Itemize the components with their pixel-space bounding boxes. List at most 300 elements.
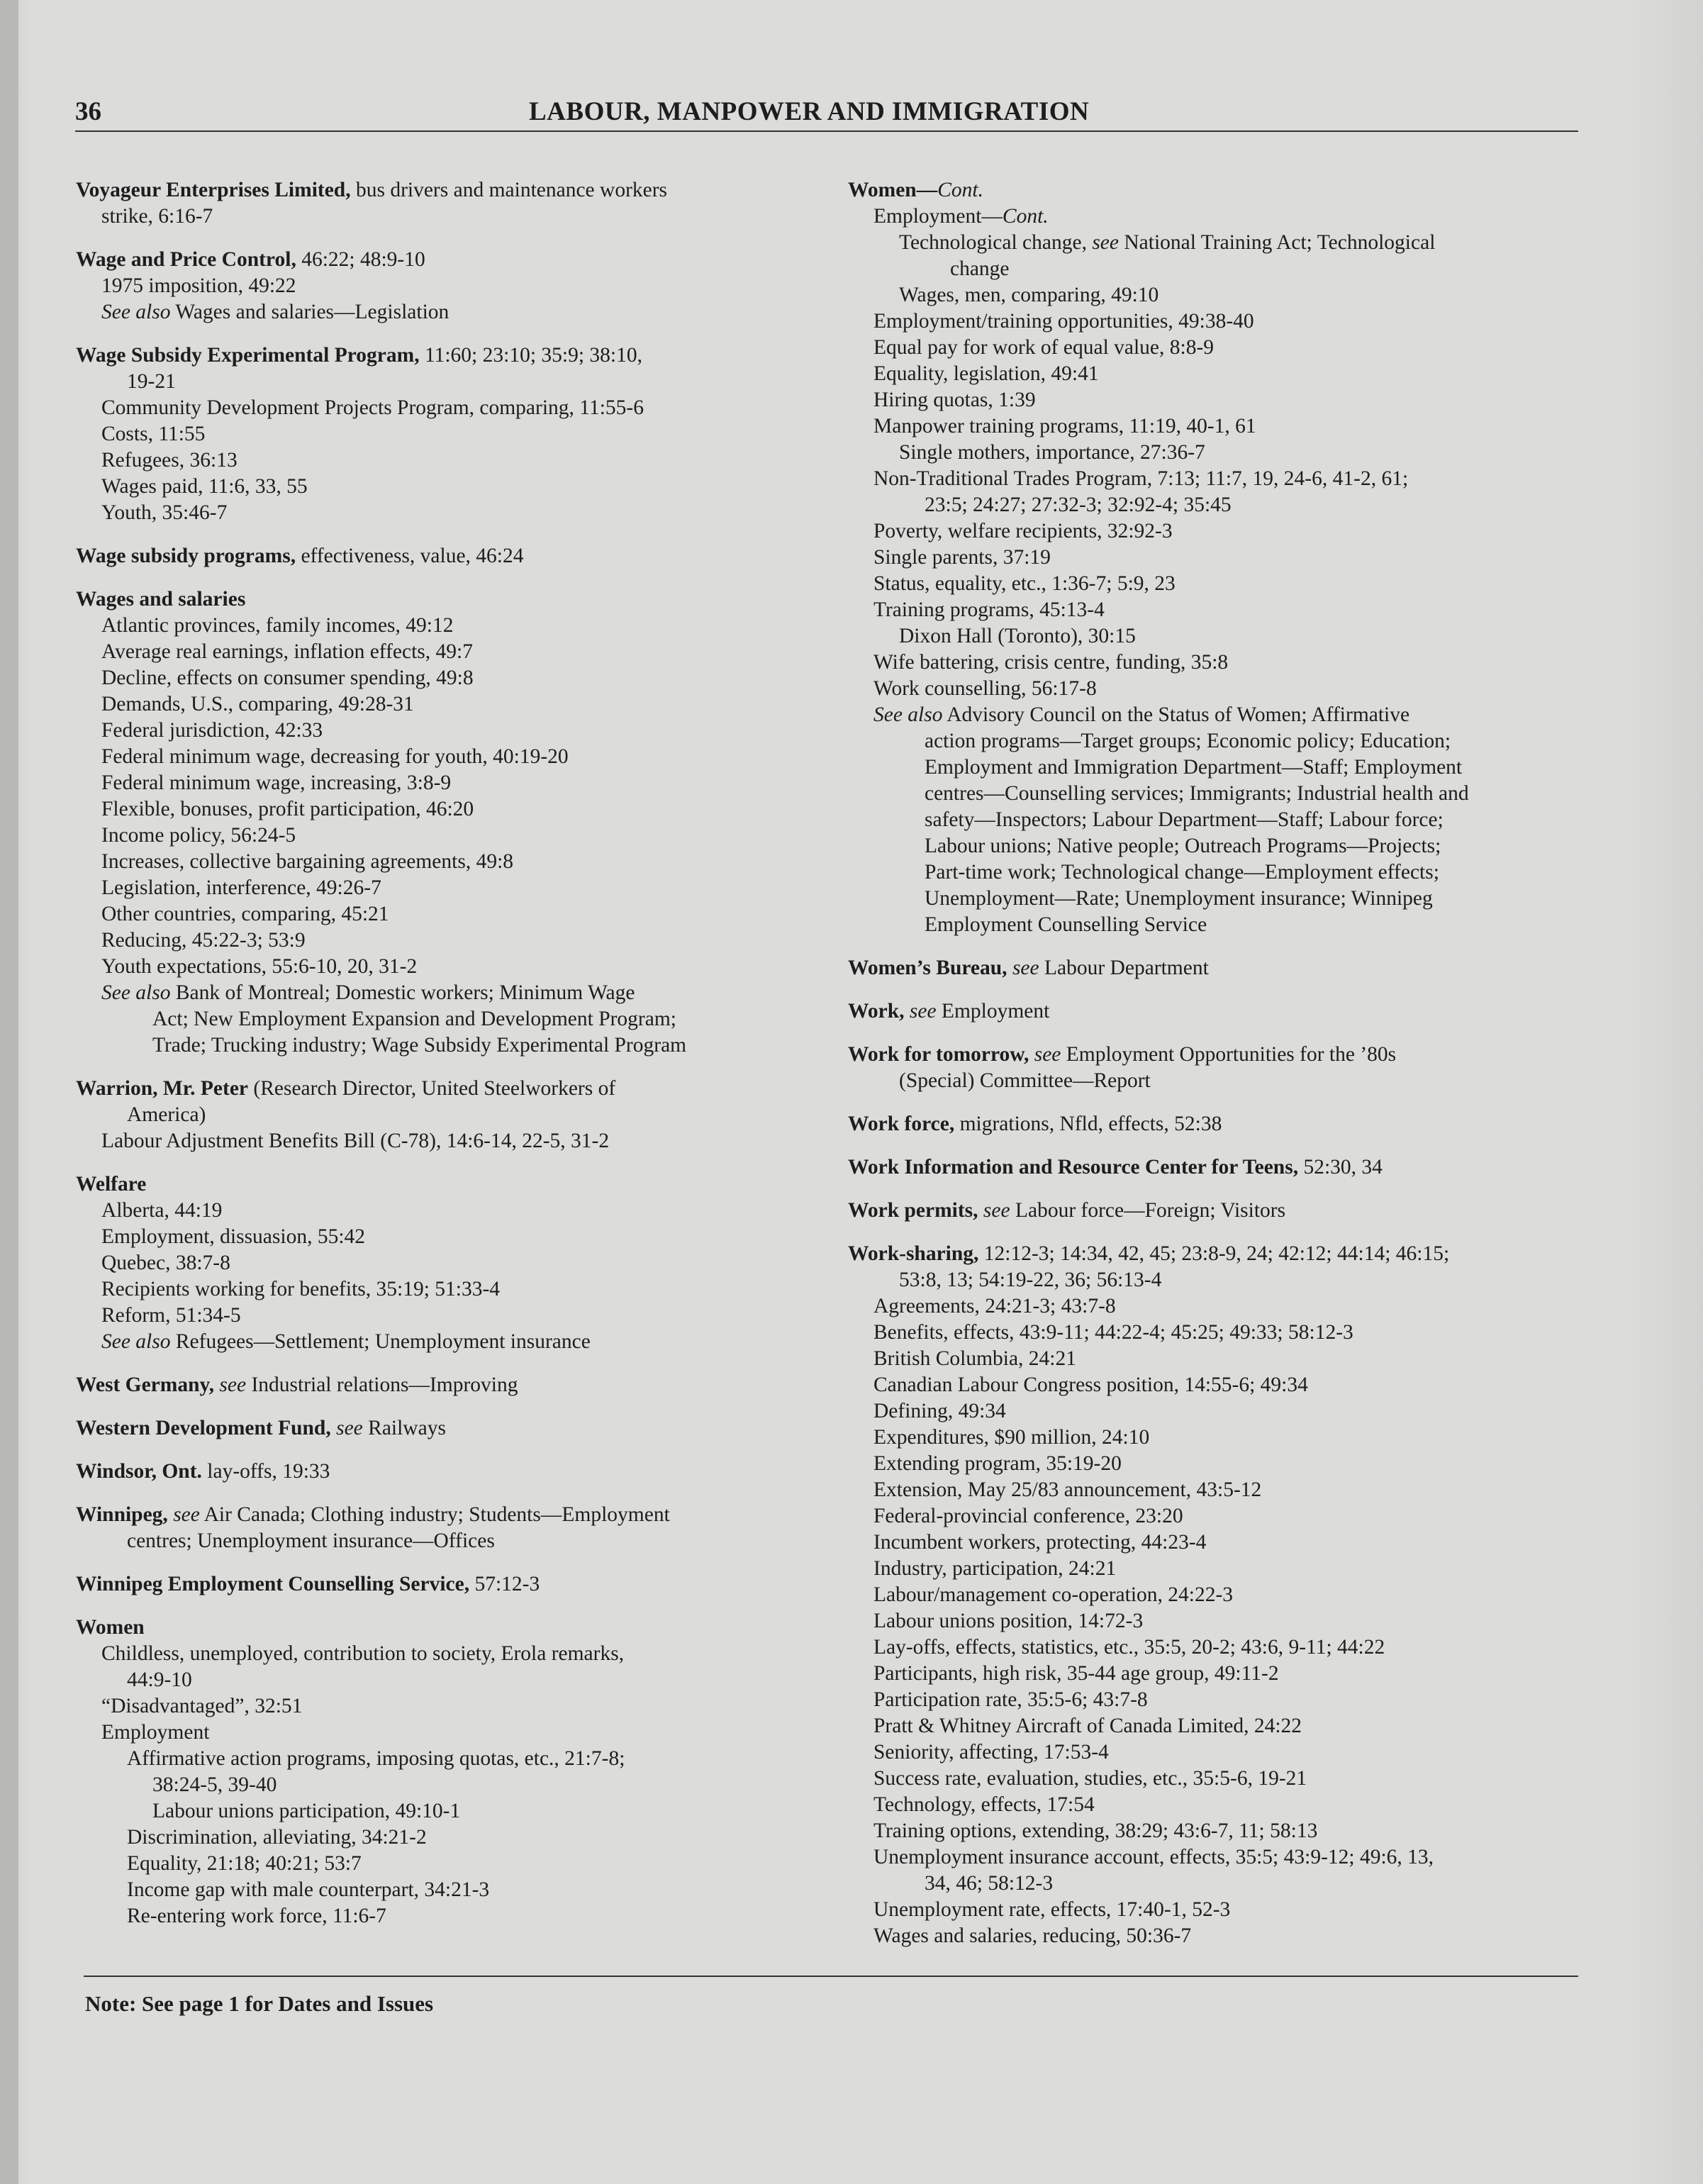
index-heading-line	[848, 998, 1592, 1025]
index-subentry-line	[848, 1425, 1592, 1451]
entry-cross-ref: see	[1092, 231, 1119, 254]
entry-term: Work-sharing,	[848, 1242, 979, 1265]
index-entry	[848, 1154, 1592, 1181]
entry-text: 19-21	[127, 370, 176, 393]
entry-text: Wages paid, 11:6, 33, 55	[101, 475, 308, 498]
entry-text: Unemployment—Rate; Unemployment insurance; Winnipeg	[925, 887, 1433, 910]
entry-text: Non-Traditional Trades Program, 7:13; 11:7, 19, 24-6, 41-2, 61;	[873, 467, 1409, 490]
index-subentry-line	[76, 691, 820, 718]
index-heading-line	[848, 1241, 1592, 1267]
entry-text: Employment	[936, 1000, 1050, 1023]
entry-term: Work force,	[848, 1113, 955, 1135]
entry-text: 57:12-3	[469, 1573, 540, 1595]
entry-text: 38:24-5, 39-40	[152, 1773, 277, 1796]
index-subentry-line	[76, 1303, 820, 1329]
entry-text: Single mothers, importance, 27:36-7	[899, 441, 1205, 464]
index-entry	[76, 247, 820, 325]
entry-text: Air Canada; Clothing industry; Students—Employment	[199, 1503, 670, 1526]
index-entry	[76, 1076, 820, 1154]
entry-text: Federal-provincial conference, 23:20	[873, 1505, 1183, 1527]
entry-text: 44:9-10	[127, 1668, 192, 1691]
index-heading-line	[76, 543, 820, 569]
entry-text: America)	[127, 1103, 206, 1126]
index-subentry-line	[76, 718, 820, 744]
entry-term: Voyageur Enterprises Limited,	[76, 179, 351, 201]
entry-cross-ref: see	[1012, 957, 1039, 979]
entry-text: Demands, U.S., comparing, 49:28-31	[101, 693, 414, 715]
entry-cross-ref: see	[983, 1199, 1010, 1222]
index-subentry-line	[848, 912, 1592, 938]
index-subentry-line	[848, 1634, 1592, 1661]
footer-note: Note: See page 1 for Dates and Issues	[85, 1991, 434, 2016]
index-subentry-line	[848, 1897, 1592, 1923]
entry-text: Incumbent workers, protecting, 44:23-4	[873, 1531, 1207, 1554]
index-entry	[848, 1042, 1592, 1094]
entry-text: Industry, participation, 24:21	[873, 1557, 1117, 1580]
entry-text: Labour Department	[1039, 957, 1209, 979]
index-heading-line	[76, 177, 820, 204]
entry-cross-ref: see	[1034, 1043, 1061, 1066]
index-subentry-line	[848, 308, 1592, 335]
index-heading-line	[76, 1459, 820, 1485]
entry-text: migrations, Nfld, effects, 52:38	[954, 1113, 1222, 1135]
index-subentry-line	[76, 1903, 820, 1929]
entry-text: action programs—Target groups; Economic policy; Education;	[925, 730, 1451, 752]
index-entry	[76, 1171, 820, 1355]
entry-text: bus drivers and maintenance workers	[350, 179, 668, 201]
entry-text: 52:30, 34	[1298, 1156, 1383, 1179]
entry-text: Labour unions position, 14:72-3	[873, 1610, 1144, 1632]
index-heading-line	[76, 586, 820, 613]
entry-term: Wage Subsidy Experimental Program,	[76, 344, 420, 367]
index-subentry-line	[76, 1851, 820, 1877]
index-subentry-line	[848, 886, 1592, 912]
entry-term: Windsor, Ont.	[76, 1460, 202, 1483]
entry-term: Work permits,	[848, 1199, 978, 1222]
entry-term: Women’s Bureau,	[848, 957, 1007, 979]
index-subentry-line	[76, 875, 820, 901]
entry-text: strike, 6:16-7	[101, 205, 213, 228]
entry-cross-ref: See also	[873, 703, 943, 726]
index-subentry-line	[848, 1451, 1592, 1477]
index-subentry-line	[848, 623, 1592, 650]
entry-text: Participants, high risk, 35-44 age group, 49:11-2	[873, 1662, 1279, 1685]
entry-text: Childless, unemployed, contribution to society, Erola remarks,	[101, 1642, 625, 1665]
index-subentry-line	[848, 440, 1592, 466]
entry-text: Extension, May 25/83 announcement, 43:5-12	[873, 1478, 1262, 1501]
index-subentry-line	[76, 823, 820, 849]
entry-text: Labour Adjustment Benefits Bill (C-78), 14:6-14, 22-5, 31-2	[101, 1130, 610, 1152]
entry-text: Employment, dissuasion, 55:42	[101, 1225, 366, 1248]
entry-text: Canadian Labour Congress position, 14:55-6; 49:34	[873, 1374, 1308, 1396]
index-subentry-line	[76, 1198, 820, 1224]
index-entry	[76, 1571, 820, 1598]
entry-text: Unemployment insurance account, effects, 35:5; 43:9-12; 49:6, 13,	[873, 1846, 1434, 1868]
index-subentry-line	[848, 1477, 1592, 1503]
index-heading-line	[76, 342, 820, 369]
running-head: LABOUR, MANPOWER AND IMMIGRATION	[529, 97, 1090, 126]
index-subentry-line	[848, 1293, 1592, 1320]
index-subentry-line	[76, 770, 820, 796]
entry-text: Refugees—Settlement; Unemployment insurance	[170, 1330, 591, 1353]
entry-text: effectiveness, value, 46:24	[296, 545, 524, 567]
index-subentry-line	[848, 702, 1592, 728]
index-heading-line	[848, 1042, 1592, 1068]
entry-term: Winnipeg Employment Counselling Service,	[76, 1573, 470, 1595]
page-number: 36	[75, 97, 101, 126]
entry-term: Work Information and Resource Center for Teens,	[848, 1156, 1299, 1179]
entry-text: Trade; Trucking industry; Wage Subsidy Experimental Program	[152, 1034, 687, 1057]
entry-cross-ref: See also	[101, 301, 171, 323]
index-entry	[76, 543, 820, 569]
entry-text: Training options, extending, 38:29; 43:6-7, 11; 58:13	[873, 1820, 1318, 1842]
index-subentry-line	[76, 613, 820, 639]
entry-text: Labour unions participation, 49:10-1	[152, 1800, 461, 1822]
index-subentry-line	[848, 807, 1592, 833]
entry-text: 12:12-3; 14:34, 42, 45; 23:8-9, 24; 42:12; 44:14; 46:15;	[978, 1242, 1450, 1265]
entry-text: 46:22; 48:9-10	[296, 248, 425, 271]
index-heading-line	[848, 1198, 1592, 1224]
entry-text: Railways	[362, 1417, 446, 1439]
index-subentry-line	[848, 1068, 1592, 1094]
index-subentry-line	[76, 1772, 820, 1798]
entry-text: Employment	[101, 1721, 210, 1744]
entry-text: Success rate, evaluation, studies, etc., 35:5-6, 19-21	[873, 1767, 1307, 1790]
entry-text: National Training Act; Technological	[1119, 231, 1436, 254]
index-entry	[848, 1198, 1592, 1224]
entry-text: Atlantic provinces, family incomes, 49:12	[101, 614, 454, 637]
index-subentry-line	[848, 1713, 1592, 1739]
entry-text: Community Development Projects Program, comparing, 11:55-6	[101, 396, 644, 419]
entry-text: Youth, 35:46-7	[101, 501, 228, 524]
index-entry	[76, 1459, 820, 1485]
index-subentry-line	[848, 1608, 1592, 1634]
index-subentry-line	[848, 1871, 1592, 1897]
entry-term: Wage and Price Control,	[76, 248, 296, 271]
index-heading-line	[76, 247, 820, 273]
entry-text: 53:8, 13; 54:19-22, 36; 56:13-4	[899, 1269, 1162, 1291]
entry-text: Technological change,	[899, 231, 1093, 254]
entry-text: centres—Counselling services; Immigrants; Industrial health and	[925, 782, 1469, 805]
index-entry	[76, 342, 820, 526]
entry-term: West Germany,	[76, 1374, 215, 1396]
entry-text: lay-offs, 19:33	[201, 1460, 330, 1483]
header-rule	[75, 130, 1578, 132]
entry-text: Decline, effects on consumer spending, 49:8	[101, 667, 474, 689]
entry-text	[331, 1417, 336, 1439]
index-subentry-line	[76, 369, 820, 395]
entry-text: Federal minimum wage, decreasing for youth, 40:19-20	[101, 745, 569, 768]
index-subentry-line	[76, 1329, 820, 1355]
index-subentry-line	[848, 1923, 1592, 1949]
entry-term: Work for tomorrow,	[848, 1043, 1029, 1066]
index-subentry-line	[848, 1556, 1592, 1582]
index-subentry-line	[848, 492, 1592, 518]
entry-text: Recipients working for benefits, 35:19; 51:33-4	[101, 1278, 501, 1300]
index-entry	[848, 177, 1592, 938]
index-subentry-line	[848, 1320, 1592, 1346]
index-subentry-line	[848, 1818, 1592, 1844]
entry-term: Winnipeg,	[76, 1503, 168, 1526]
index-subentry-line	[76, 1276, 820, 1303]
entry-text: Act; New Employment Expansion and Development Program;	[152, 1008, 676, 1030]
index-heading-line	[76, 1372, 820, 1398]
index-entry	[76, 177, 820, 230]
index-subentry-line	[848, 387, 1592, 413]
entry-text: Wages and salaries, reducing, 50:36-7	[873, 1924, 1192, 1947]
entry-cross-ref: Cont.	[937, 179, 983, 201]
entry-text: Reform, 51:34-5	[101, 1304, 241, 1327]
entry-text: Federal jurisdiction, 42:33	[101, 719, 323, 742]
index-subentry-line	[848, 597, 1592, 623]
index-heading-line	[848, 1154, 1592, 1181]
entry-text: Re-entering work force, 11:6-7	[127, 1905, 386, 1927]
entry-text: Wages and salaries—Legislation	[170, 301, 450, 323]
entry-text: Income policy, 56:24-5	[101, 824, 296, 847]
index-heading-line	[76, 1415, 820, 1442]
entry-text: Reducing, 45:22-3; 53:9	[101, 929, 306, 952]
page-header	[75, 96, 1578, 132]
index-subentry-line	[848, 781, 1592, 807]
index-subentry-line	[848, 650, 1592, 676]
entry-cross-ref: See also	[101, 1330, 171, 1353]
entry-text: change	[950, 257, 1010, 280]
entry-cross-ref: See also	[101, 981, 171, 1004]
entry-text: (Research Director, United Steelworkers of	[248, 1077, 616, 1100]
entry-text: Hiring quotas, 1:39	[873, 389, 1036, 411]
index-subentry-line	[76, 1528, 820, 1554]
index-heading-line	[76, 1076, 820, 1102]
index-entry	[76, 586, 820, 1059]
entry-text: Agreements, 24:21-3; 43:7-8	[873, 1295, 1116, 1317]
entry-text: Flexible, bonuses, profit participation, 46:20	[101, 798, 474, 820]
index-column-right	[848, 177, 1592, 1966]
entry-text	[978, 1199, 983, 1222]
entry-text: Dixon Hall (Toronto), 30:15	[899, 625, 1136, 647]
entry-text: Employment Opportunities for the ’80s	[1061, 1043, 1397, 1066]
index-subentry-line	[76, 1250, 820, 1276]
entry-text: Extending program, 35:19-20	[873, 1452, 1122, 1475]
entry-text: Increases, collective bargaining agreements, 49:8	[101, 850, 514, 873]
index-subentry-line	[76, 299, 820, 325]
index-subentry-line	[76, 1667, 820, 1693]
index-heading-line	[76, 1502, 820, 1528]
entry-term: Warrion, Mr. Peter	[76, 1077, 249, 1100]
entry-text: Legislation, interference, 49:26-7	[101, 876, 381, 899]
entry-term: —	[916, 179, 938, 201]
entry-text: Youth expectations, 55:6-10, 20, 31-2	[101, 955, 418, 978]
index-heading-line	[76, 1571, 820, 1598]
entry-text: Equality, 21:18; 40:21; 53:7	[127, 1852, 362, 1875]
entry-term: Wages and salaries	[76, 588, 246, 611]
index-subentry-line	[848, 1661, 1592, 1687]
index-subentry-line	[848, 282, 1592, 308]
entry-text: Benefits, effects, 43:9-11; 44:22-4; 45:25; 49:33; 58:12-3	[873, 1321, 1353, 1344]
index-heading-line	[848, 177, 1592, 204]
entry-cross-ref: see	[336, 1417, 363, 1439]
entry-cross-ref: Cont.	[1002, 205, 1049, 228]
entry-text: safety—Inspectors; Labour Department—Staff; Labour force;	[925, 808, 1444, 831]
entry-text	[905, 1000, 910, 1023]
entry-text: Other countries, comparing, 45:21	[101, 903, 389, 925]
entry-text: Advisory Council on the Status of Women; Affirmative	[942, 703, 1410, 726]
index-column-left	[76, 177, 820, 1946]
index-subentry-line	[848, 256, 1592, 282]
index-subentry-line	[848, 1739, 1592, 1766]
index-subentry-line	[76, 1102, 820, 1128]
entry-text: (Special) Committee—Report	[899, 1069, 1151, 1092]
index-subentry-line	[76, 1641, 820, 1667]
entry-text: Industrial relations—Improving	[246, 1374, 518, 1396]
entry-text: Manpower training programs, 11:19, 40-1, 61	[873, 415, 1256, 438]
entry-text: Labour/management co-operation, 24:22-3	[873, 1583, 1234, 1606]
entry-text: Lay-offs, effects, statistics, etc., 35:5, 20-2; 43:6, 9-11; 44:22	[873, 1636, 1385, 1659]
index-subentry-line	[848, 1503, 1592, 1530]
index-subentry-line	[848, 676, 1592, 702]
entry-text: Seniority, affecting, 17:53-4	[873, 1741, 1109, 1764]
index-subentry-line	[76, 474, 820, 500]
index-subentry-line	[76, 665, 820, 691]
entry-text: Poverty, welfare recipients, 32:92-3	[873, 520, 1173, 542]
index-entry	[76, 1415, 820, 1442]
entry-text: Technology, effects, 17:54	[873, 1793, 1095, 1816]
entry-text: Status, equality, etc., 1:36-7; 5:9, 23	[873, 572, 1176, 595]
index-subentry-line	[76, 954, 820, 980]
entry-text: British Columbia, 24:21	[873, 1347, 1076, 1370]
index-subentry-line	[848, 335, 1592, 361]
index-subentry-line	[848, 1372, 1592, 1398]
index-subentry-line	[848, 230, 1592, 256]
index-subentry-line	[76, 1128, 820, 1154]
index-subentry-line	[76, 395, 820, 421]
index-subentry-line	[848, 518, 1592, 545]
index-subentry-line	[76, 1693, 820, 1720]
entry-text: Discrimination, alleviating, 34:21-2	[127, 1826, 427, 1849]
index-subentry-line	[848, 1398, 1592, 1425]
entry-text: Labour force—Foreign; Visitors	[1010, 1199, 1286, 1222]
entry-text: Income gap with male counterpart, 34:21-3	[127, 1878, 490, 1901]
index-heading-line	[848, 955, 1592, 981]
index-entry	[76, 1502, 820, 1554]
index-subentry-line	[848, 413, 1592, 440]
index-subentry-line	[848, 1267, 1592, 1293]
index-subentry-line	[848, 859, 1592, 886]
index-subentry-line	[848, 361, 1592, 387]
index-subentry-line	[848, 833, 1592, 859]
entry-text: 11:60; 23:10; 35:9; 38:10,	[419, 344, 642, 367]
entry-text: Alberta, 44:19	[101, 1199, 223, 1222]
index-entry	[76, 1615, 820, 1929]
entry-text: Federal minimum wage, increasing, 3:8-9	[101, 771, 452, 794]
entry-text: Defining, 49:34	[873, 1400, 1006, 1422]
entry-text: Part-time work; Technological change—Employment effects;	[925, 861, 1439, 884]
index-subentry-line	[848, 754, 1592, 781]
entry-term: Welfare	[76, 1173, 147, 1196]
entry-text: Single parents, 37:19	[873, 546, 1051, 569]
index-subentry-line	[76, 1798, 820, 1824]
index-subentry-line	[848, 1844, 1592, 1871]
entry-text: Wages, men, comparing, 49:10	[899, 284, 1159, 306]
index-entry	[76, 1372, 820, 1398]
index-heading-line	[848, 1111, 1592, 1137]
entry-text: Average real earnings, inflation effects, 49:7	[101, 640, 473, 663]
index-subentry-line	[76, 447, 820, 474]
index-subentry-line	[76, 1006, 820, 1032]
entry-text: Work counselling, 56:17-8	[873, 677, 1097, 700]
entry-text: Refugees, 36:13	[101, 449, 238, 472]
entry-cross-ref: see	[219, 1374, 247, 1396]
entry-text: Pratt & Whitney Aircraft of Canada Limited, 24:22	[873, 1715, 1302, 1737]
index-subentry-line	[848, 545, 1592, 571]
entry-text: Equality, legislation, 49:41	[873, 362, 1099, 385]
entry-text: Affirmative action programs, imposing quotas, etc., 21:7-8;	[127, 1747, 625, 1770]
entry-text: Wife battering, crisis centre, funding, 35:8	[873, 651, 1229, 674]
index-subentry-line	[848, 1530, 1592, 1556]
entry-text: Expenditures, $90 million, 24:10	[873, 1426, 1150, 1449]
entry-text: Costs, 11:55	[101, 423, 206, 445]
entry-text: Employment and Immigration Department—Staff; Employment	[925, 756, 1463, 779]
index-subentry-line	[76, 500, 820, 526]
entry-text: Employment Counselling Service	[925, 913, 1207, 936]
index-subentry-line	[848, 1346, 1592, 1372]
entry-text: 23:5; 24:27; 27:32-3; 32:92-4; 35:45	[925, 494, 1232, 516]
index-subentry-line	[76, 796, 820, 823]
footer-rule	[84, 1976, 1578, 1977]
index-subentry-line	[76, 744, 820, 770]
index-subentry-line	[76, 204, 820, 230]
entry-text: Equal pay for work of equal value, 8:8-9	[873, 336, 1215, 359]
index-entry	[848, 998, 1592, 1025]
entry-text: Employment—	[873, 205, 1003, 228]
index-subentry-line	[76, 1746, 820, 1772]
index-heading-line	[76, 1171, 820, 1198]
index-subentry-line	[76, 1224, 820, 1250]
entry-term: Women	[848, 179, 917, 201]
entry-text: centres; Unemployment insurance—Offices	[127, 1530, 495, 1552]
index-subentry-line	[76, 1720, 820, 1746]
index-subentry-line	[848, 466, 1592, 492]
entry-term: Western Development Fund,	[76, 1417, 331, 1439]
entry-term: Women	[76, 1616, 145, 1639]
index-entry	[848, 1111, 1592, 1137]
entry-text: “Disadvantaged”, 32:51	[101, 1695, 303, 1717]
entry-text: Unemployment rate, effects, 17:40-1, 52-3	[873, 1898, 1231, 1921]
index-subentry-line	[848, 204, 1592, 230]
index-subentry-line	[76, 421, 820, 447]
entry-text: Quebec, 38:7-8	[101, 1252, 230, 1274]
index-subentry-line	[848, 728, 1592, 754]
index-subentry-line	[76, 1877, 820, 1903]
entry-text: Training programs, 45:13-4	[873, 598, 1105, 621]
index-heading-line	[76, 1615, 820, 1641]
index-subentry-line	[76, 273, 820, 299]
index-subentry-line	[848, 1582, 1592, 1608]
index-subentry-line	[76, 639, 820, 665]
index-subentry-line	[848, 1792, 1592, 1818]
entry-term: Work,	[848, 1000, 905, 1023]
index-entry	[848, 1241, 1592, 1949]
index-subentry-line	[76, 927, 820, 954]
entry-term: Wage subsidy programs,	[76, 545, 296, 567]
index-subentry-line	[76, 849, 820, 875]
page-binding-edge	[0, 0, 18, 2184]
index-subentry-line	[76, 1032, 820, 1059]
index-subentry-line	[848, 571, 1592, 597]
index-subentry-line	[848, 1766, 1592, 1792]
entry-text: Participation rate, 35:5-6; 43:7-8	[873, 1688, 1148, 1711]
index-subentry-line	[76, 1824, 820, 1851]
entry-text	[1029, 1043, 1034, 1066]
